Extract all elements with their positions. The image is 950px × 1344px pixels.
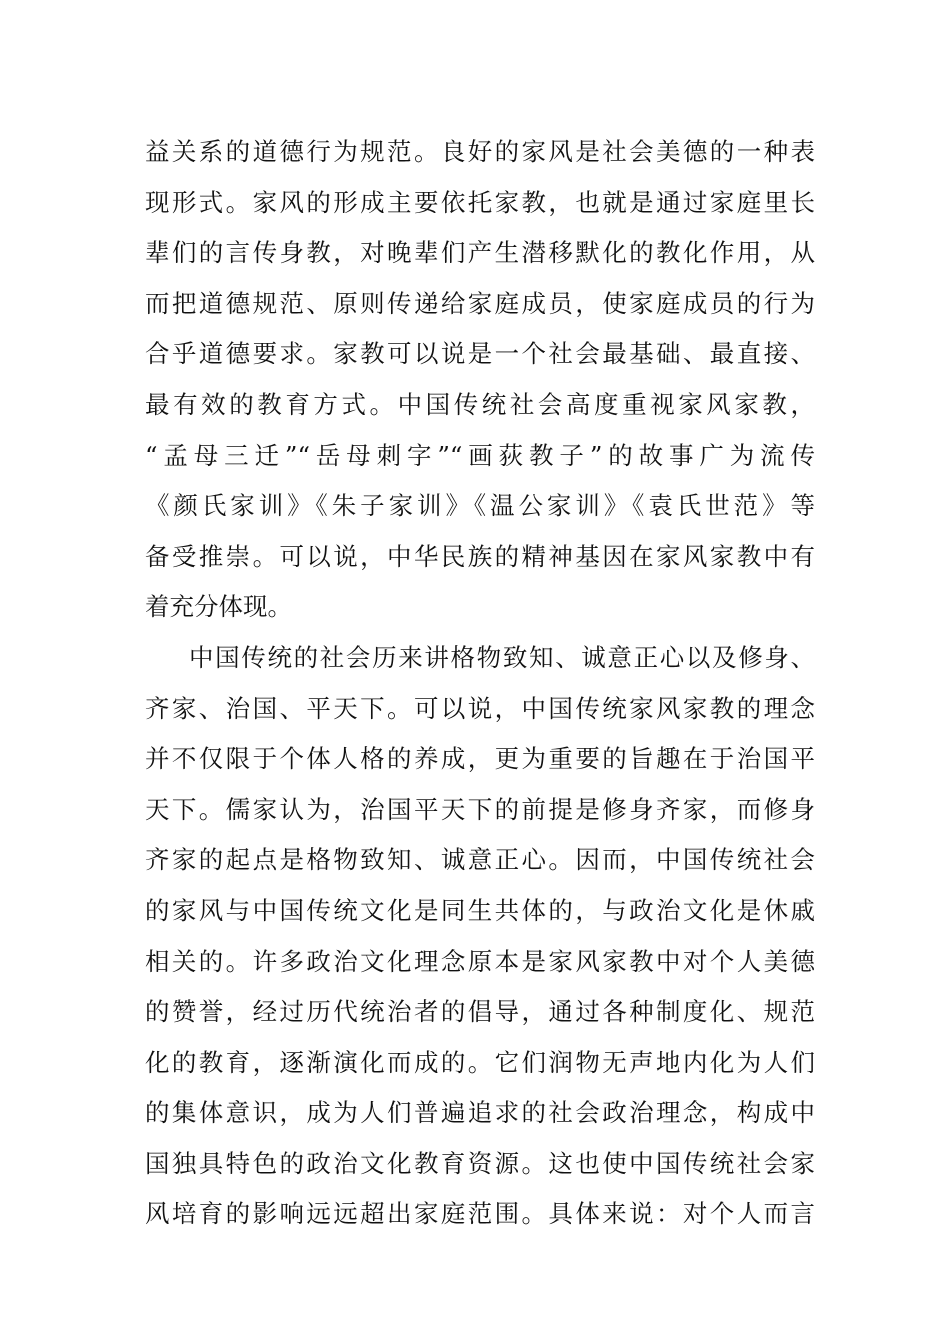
text-line: 齐家的起点是格物致知、诚意正心。因而，中国传统社会: [145, 845, 815, 875]
text-line: 辈们的言传身教，对晚辈们产生潜移默化的教化作用，从: [145, 238, 815, 268]
text-line: 中国传统的社会历来讲格物致知、诚意正心以及修身、: [189, 642, 815, 672]
text-line: 天下。儒家认为，治国平天下的前提是修身齐家，而修身: [145, 794, 815, 824]
text-line: 国独具特色的政治文化教育资源。这也使中国传统社会家: [145, 1148, 815, 1178]
text-line: 的赞誉，经过历代统治者的倡导，通过各种制度化、规范: [145, 997, 815, 1027]
text-line: 并不仅限于个体人格的养成，更为重要的旨趣在于治国平: [145, 744, 815, 774]
text-line: 备受推崇。可以说，中华民族的精神基因在家风家教中有: [145, 541, 815, 571]
text-line: 《颜氏家训》《朱子家训》《温公家训》《袁氏世范》等: [145, 491, 815, 521]
body-text: [145, 127, 815, 1240]
text-line: “孟母三迁”“岳母刺字”“画荻教子”的故事广为流传: [145, 440, 815, 470]
text-line: 益关系的道德行为规范。良好的家风是社会美德的一种表: [145, 137, 815, 166]
text-line: 而把道德规范、原则传递给家庭成员，使家庭成员的行为: [145, 288, 815, 318]
text-line: 合乎道德要求。家教可以说是一个社会最基础、最直接、: [145, 339, 815, 369]
text-line: 化的教育，逐渐演化而成的。它们润物无声地内化为人们: [145, 1047, 815, 1077]
text-line: 的集体意识，成为人们普遍追求的社会政治理念，构成中: [145, 1098, 815, 1128]
text-line: 最有效的教育方式。中国传统社会高度重视家风家教，: [145, 389, 815, 419]
text-line: 现形式。家风的形成主要依托家教，也就是通过家庭里长: [145, 187, 815, 217]
text-line: 的家风与中国传统文化是同生共体的，与政治文化是休戚: [145, 895, 815, 925]
text-line: 着充分体现。: [145, 592, 292, 622]
text-line: 相关的。许多政治文化理念原本是家风家教中对个人美德: [145, 946, 815, 976]
text-line: 风培育的影响远远超出家庭范围。具体来说：对个人而言: [145, 1199, 815, 1229]
text-line: 齐家、治国、平天下。可以说，中国传统家风家教的理念: [145, 693, 815, 723]
